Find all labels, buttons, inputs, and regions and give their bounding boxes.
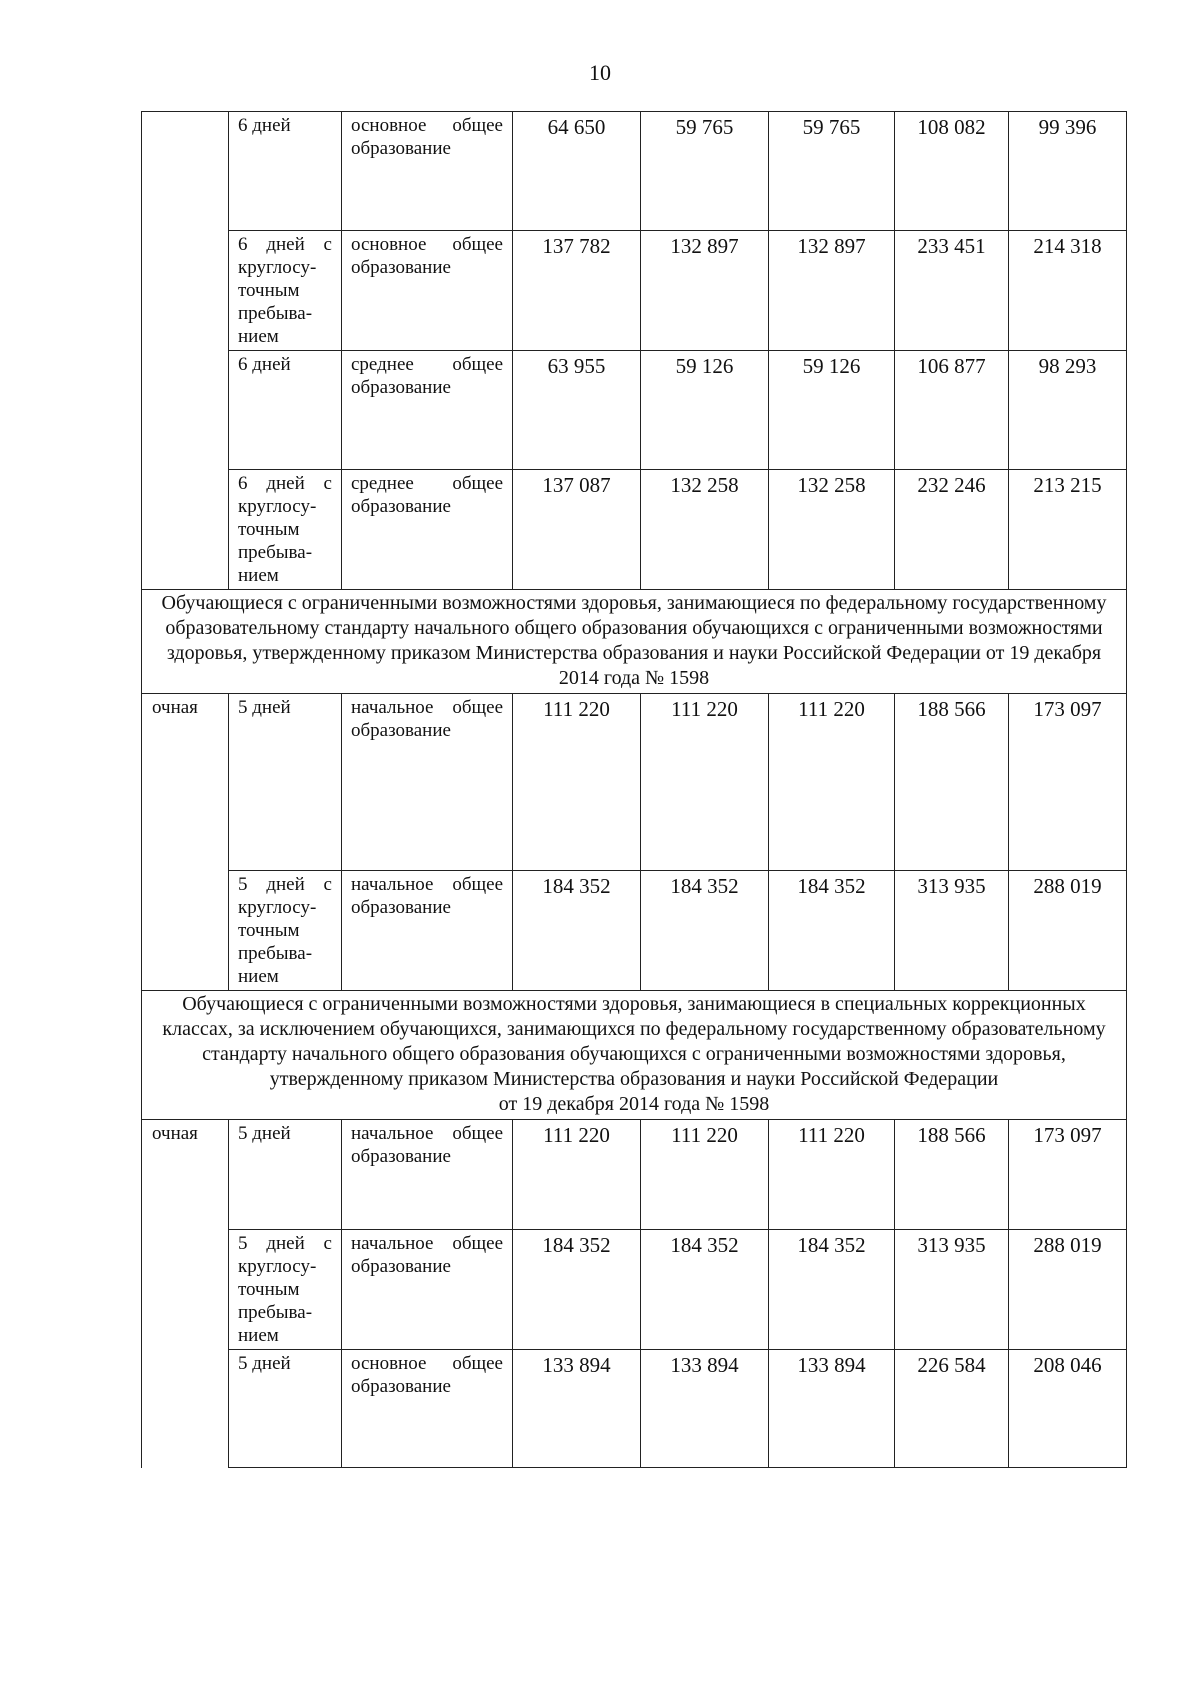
value-cell: 132 258 xyxy=(769,470,895,590)
section-heading-row xyxy=(142,590,1127,694)
table-row xyxy=(142,470,1127,590)
level-cell: среднее общее образование xyxy=(342,470,513,590)
value-cell: 132 258 xyxy=(641,470,769,590)
days-cell: 6 дней с круглосу-точным пребыва-нием xyxy=(229,231,342,351)
days-cell: 6 дней xyxy=(229,112,342,231)
days-cell: 5 дней с круглосу-точным пребыва-нием xyxy=(229,871,342,991)
value-cell: 59 126 xyxy=(769,351,895,470)
value-cell: 99 396 xyxy=(1009,112,1127,231)
level-cell: основное общее образование xyxy=(342,231,513,351)
table-row xyxy=(142,871,1127,991)
value-cell: 132 897 xyxy=(769,231,895,351)
value-cell: 173 097 xyxy=(1009,694,1127,871)
level-cell: основное общее образование xyxy=(342,112,513,231)
section-heading xyxy=(142,991,1127,1120)
value-cell: 111 220 xyxy=(513,1120,641,1230)
table-row xyxy=(142,694,1127,871)
value-cell: 226 584 xyxy=(895,1350,1009,1468)
value-cell: 111 220 xyxy=(641,694,769,871)
value-cell: 288 019 xyxy=(1009,871,1127,991)
days-cell: 5 дней xyxy=(229,694,342,871)
section-heading-row xyxy=(142,991,1127,1120)
level-cell: начальное общее образование xyxy=(342,1120,513,1230)
level-cell: начальное общее образование xyxy=(342,694,513,871)
days-cell: 5 дней xyxy=(229,1120,342,1230)
table-row xyxy=(142,112,1127,231)
value-cell: 137 782 xyxy=(513,231,641,351)
section-heading-text: Обучающиеся с ограниченными возможностями здоровья, занимающиеся в специальных коррекционных классах, за исключением обучающихся, занимающихся по федеральному государственному образовательному стандарту начального общего образования обучающихся с ограниченными возможностями здоровья, утвержденному приказом Министерства образования и науки Российской Федерации xyxy=(162,993,1106,1090)
value-cell: 173 097 xyxy=(1009,1120,1127,1230)
cost-table xyxy=(141,111,1126,1468)
value-cell: 184 352 xyxy=(641,1230,769,1350)
value-cell: 64 650 xyxy=(513,112,641,231)
form-cell-empty xyxy=(142,112,229,590)
value-cell: 208 046 xyxy=(1009,1350,1127,1468)
days-cell: 6 дней с круглосу-точным пребыва-нием xyxy=(229,470,342,590)
section-heading: Обучающиеся с ограниченными возможностями здоровья, занимающиеся по федеральному государственному образовательному стандарту начального общего образования обучающихся с ограниченными возможностями здоровья, утвержденному приказом Министерства образования и науки Российской Федерации от 19 декабря 2014 года № 1598 xyxy=(142,590,1127,694)
value-cell: 184 352 xyxy=(513,1230,641,1350)
value-cell: 232 246 xyxy=(895,470,1009,590)
value-cell: 184 352 xyxy=(513,871,641,991)
value-cell: 188 566 xyxy=(895,694,1009,871)
value-cell: 98 293 xyxy=(1009,351,1127,470)
value-cell: 288 019 xyxy=(1009,1230,1127,1350)
value-cell: 59 126 xyxy=(641,351,769,470)
value-cell: 313 935 xyxy=(895,1230,1009,1350)
value-cell: 63 955 xyxy=(513,351,641,470)
table-row xyxy=(142,351,1127,470)
value-cell: 313 935 xyxy=(895,871,1009,991)
level-cell: среднее общее образование xyxy=(342,351,513,470)
form-cell: очная xyxy=(142,1120,229,1468)
level-cell: начальное общее образование xyxy=(342,1230,513,1350)
value-cell: 111 220 xyxy=(769,1120,895,1230)
value-cell: 184 352 xyxy=(769,871,895,991)
value-cell: 59 765 xyxy=(769,112,895,231)
value-cell: 137 087 xyxy=(513,470,641,590)
value-cell: 108 082 xyxy=(895,112,1009,231)
value-cell: 184 352 xyxy=(769,1230,895,1350)
value-cell: 111 220 xyxy=(769,694,895,871)
level-cell: начальное общее образование xyxy=(342,871,513,991)
table-row xyxy=(142,1230,1127,1350)
value-cell: 188 566 xyxy=(895,1120,1009,1230)
form-cell: очная xyxy=(142,694,229,991)
table-row xyxy=(142,1350,1127,1468)
value-cell: 132 897 xyxy=(641,231,769,351)
value-cell: 184 352 xyxy=(641,871,769,991)
section-heading-date: от 19 декабря 2014 года № 1598 xyxy=(498,1093,770,1115)
value-cell: 133 894 xyxy=(769,1350,895,1468)
value-cell: 133 894 xyxy=(641,1350,769,1468)
days-cell: 5 дней с круглосу-точным пребыва-нием xyxy=(229,1230,342,1350)
value-cell: 233 451 xyxy=(895,231,1009,351)
value-cell: 59 765 xyxy=(641,112,769,231)
value-cell: 111 220 xyxy=(513,694,641,871)
value-cell: 111 220 xyxy=(641,1120,769,1230)
table-row xyxy=(142,1120,1127,1230)
value-cell: 106 877 xyxy=(895,351,1009,470)
value-cell: 213 215 xyxy=(1009,470,1127,590)
page-number: 10 xyxy=(589,60,611,85)
days-cell: 5 дней xyxy=(229,1350,342,1468)
days-cell: 6 дней xyxy=(229,351,342,470)
value-cell: 133 894 xyxy=(513,1350,641,1468)
value-cell: 214 318 xyxy=(1009,231,1127,351)
level-cell: основное общее образование xyxy=(342,1350,513,1468)
table-row xyxy=(142,231,1127,351)
